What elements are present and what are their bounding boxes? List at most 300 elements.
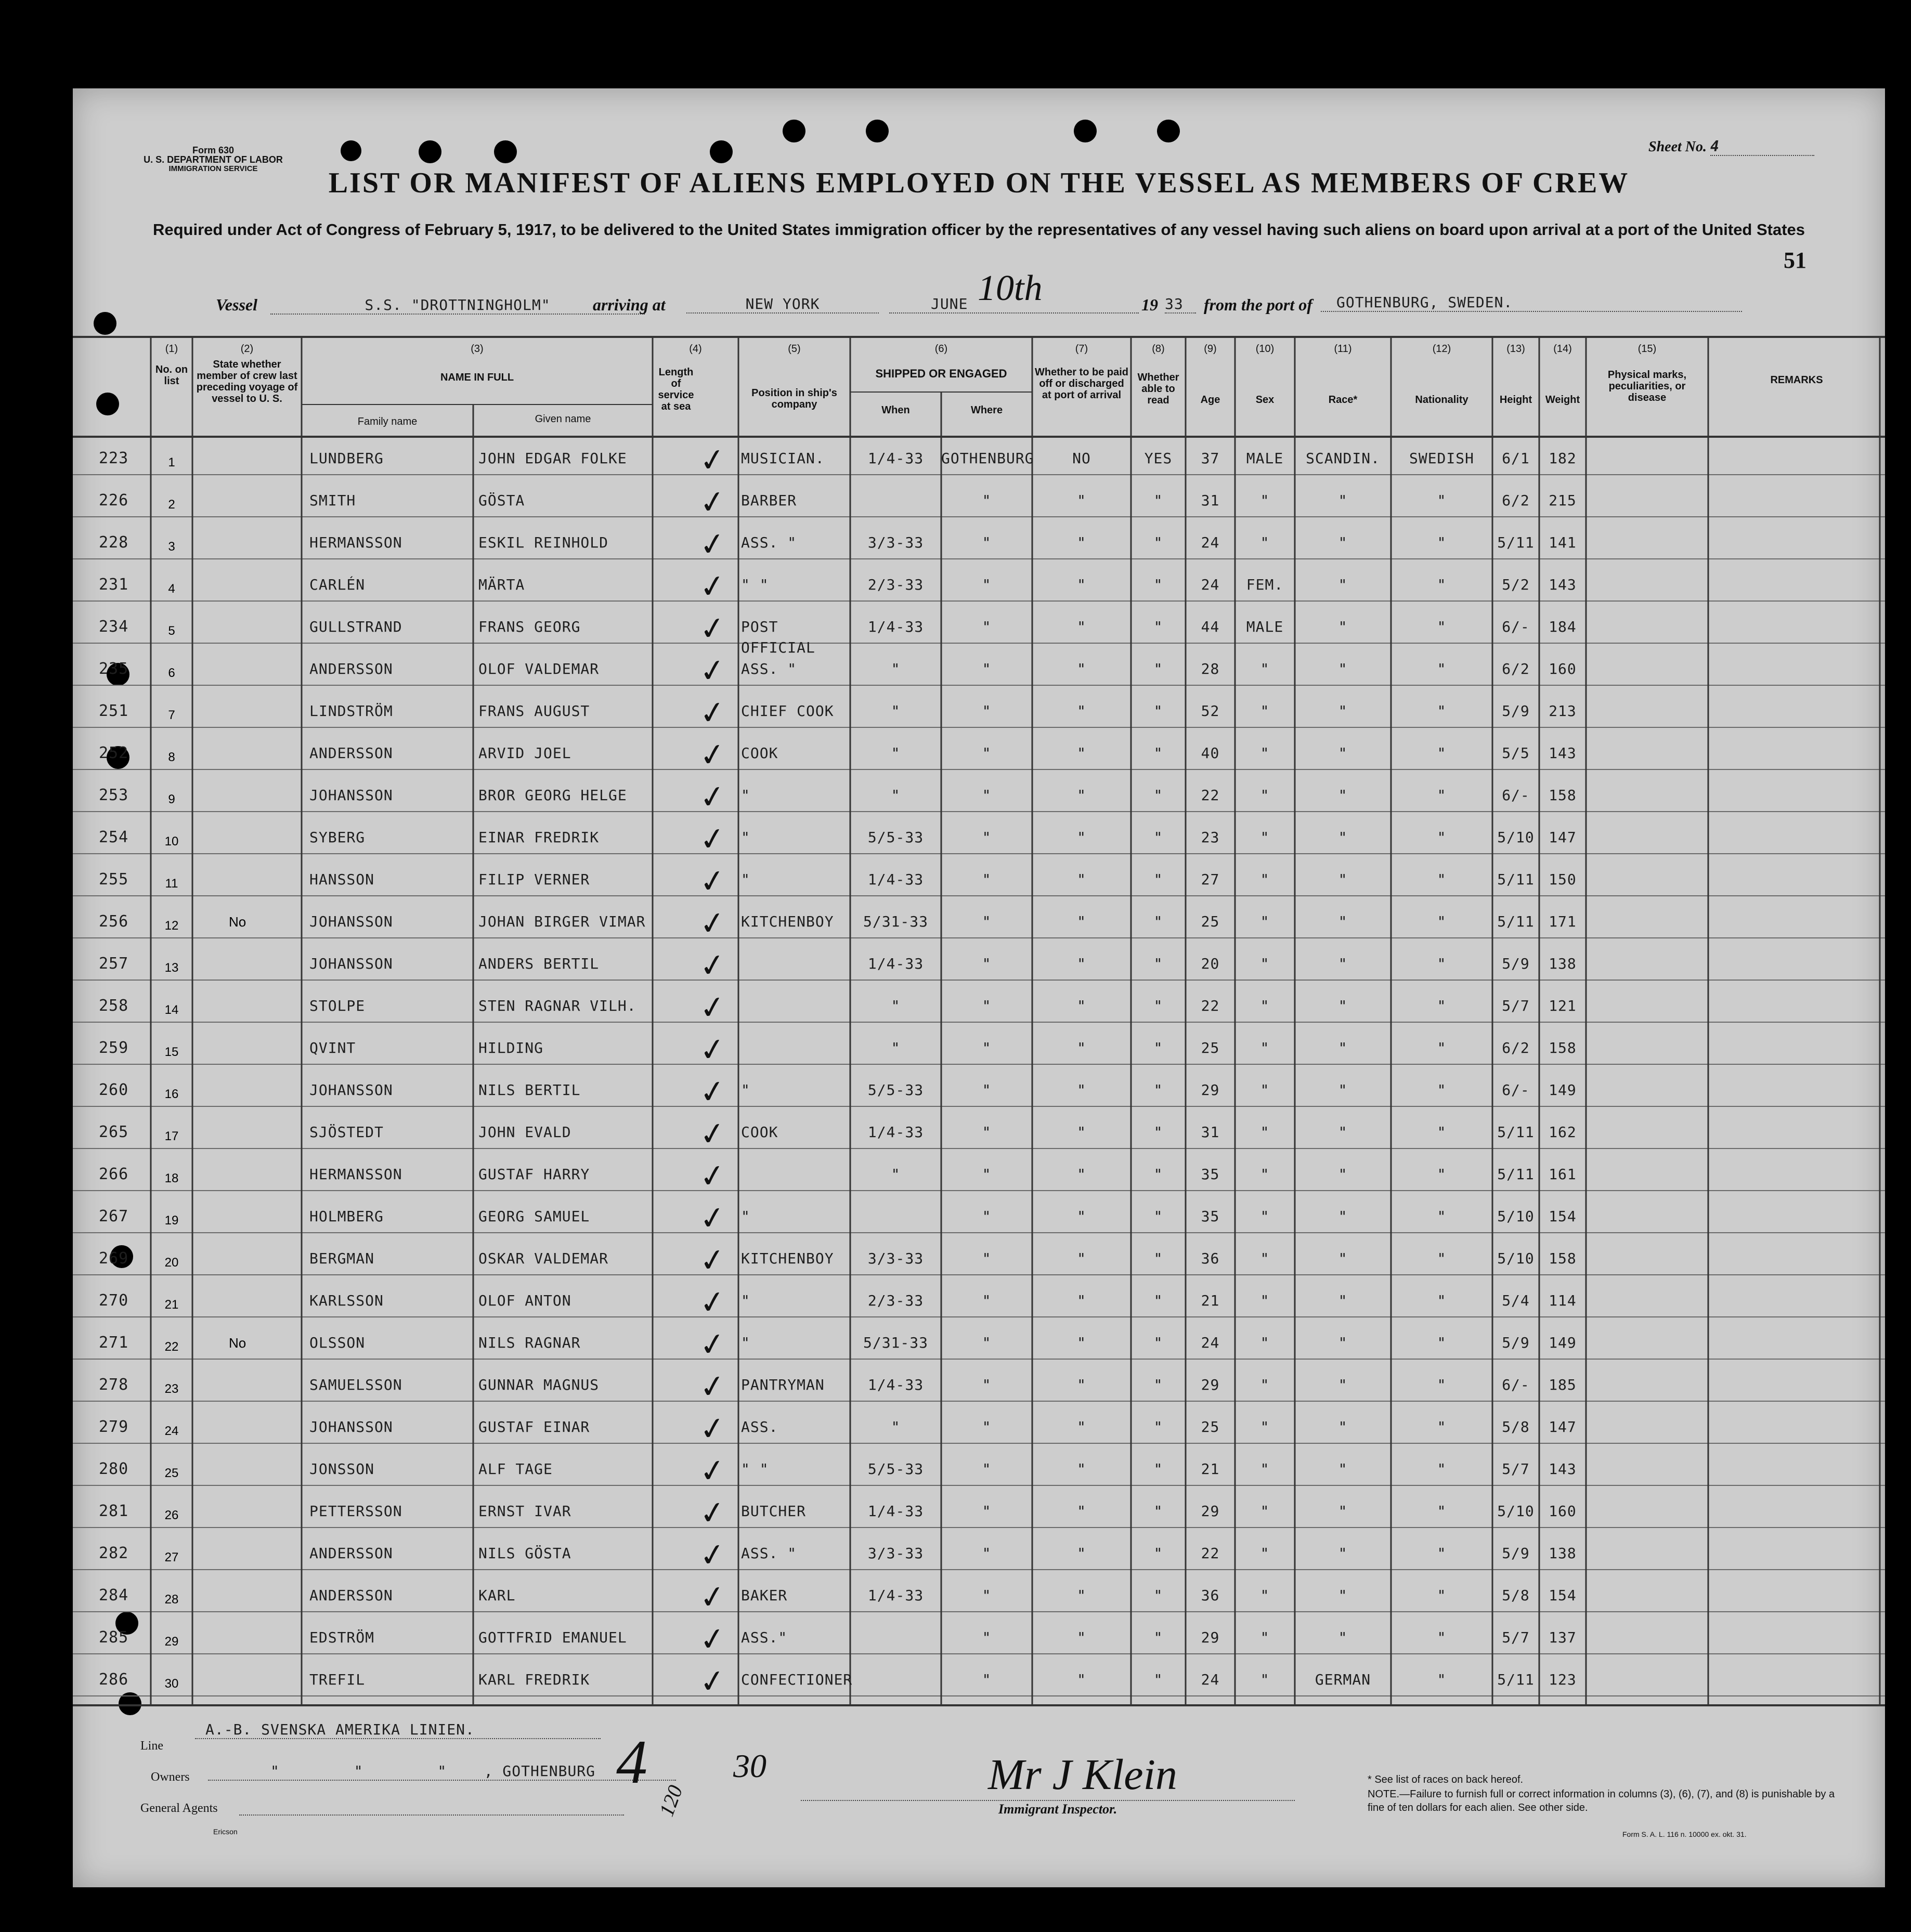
nationality-cell: " [1437,1081,1447,1099]
able-read-cell: " [1153,1503,1163,1520]
age-cell: 21 [1201,1292,1220,1309]
state-previous-cell [198,1417,302,1438]
able-read-cell: " [1153,702,1163,720]
height-cell: 5/11 [1497,534,1535,551]
checkmark-icon: ✓ [697,861,729,902]
age-cell: 22 [1201,997,1220,1014]
sex-cell: " [1260,1166,1270,1183]
margin-number: 267 [99,1207,129,1225]
nationality-cell: " [1437,660,1447,677]
weight-cell: 138 [1549,1545,1577,1562]
shipped-when-cell: 2/3-33 [867,1292,924,1309]
family-name-cell: ANDERSSON [309,1587,393,1604]
shipped-where-cell: " [982,1376,992,1393]
position-cell: " [741,871,750,888]
page-subtitle: Required under Act of Congress of February 5, 1917, to be delivered to the United States immigration officer by the representatives of any vessel having such aliens on board upon arrival at a port of the United States [152,220,1805,239]
row-number: 25 [164,1466,179,1480]
vessel-value: S.S. "DROTTNINGHOLM" [270,296,645,315]
shipped-where-cell: " [982,1081,992,1099]
able-read-cell: " [1153,1166,1163,1183]
state-previous-cell [198,532,302,553]
nationality-cell: " [1437,1671,1447,1688]
nationality-cell: " [1437,1503,1447,1520]
family-name-cell: HERMANSSON [309,1166,402,1183]
margin-number: 256 [99,912,129,931]
race-cell: GERMAN [1315,1671,1371,1688]
punch-hole [1074,120,1097,142]
family-name-cell: ANDERSSON [309,745,393,762]
weight-cell: 143 [1549,1460,1577,1478]
race-cell: " [1338,1334,1348,1351]
colnum-7: (7) [1075,343,1088,355]
races-note: * See list of races on back hereof. [1368,1774,1524,1785]
shipped-where-cell: " [982,492,992,509]
punch-hole [866,120,889,142]
shipped-when-cell: 5/5-33 [867,829,924,846]
colnum-13: (13) [1506,343,1525,355]
weight-cell: 114 [1549,1292,1577,1309]
shipped-when-cell: 1/4-33 [867,1124,924,1141]
race-cell: " [1338,702,1348,720]
paid-off-cell: " [1077,618,1086,635]
position-cell: POST OFFICIAL [741,618,815,656]
sex-cell: " [1260,1418,1270,1435]
race-cell: " [1338,1376,1348,1393]
margin-number: 282 [99,1544,129,1562]
checkmark-icon: ✓ [697,946,729,986]
able-read-cell: YES [1144,450,1173,467]
shipped-where-cell: " [982,829,992,846]
position-cell: " [741,1208,750,1225]
age-cell: 35 [1201,1208,1220,1225]
shipped-where-cell: " [982,913,992,930]
state-previous-cell [198,1669,302,1690]
able-read-cell: " [1153,955,1163,972]
shipped-where-cell: " [982,576,992,593]
punch-hole [783,120,805,142]
col-length-service: Length of service at sea [658,367,694,412]
sex-cell: " [1260,997,1270,1014]
row-number: 29 [164,1635,179,1649]
family-name-cell: JONSSON [309,1460,375,1478]
weight-cell: 149 [1549,1334,1577,1351]
line-field [140,1739,163,1753]
shipped-when-cell: 1/4-33 [867,450,924,467]
row-number: 16 [164,1087,179,1101]
form-label: Form 630 [192,145,235,155]
col-paid-off: Whether to be paid off or discharged at port of arrival [1035,367,1128,401]
checkmark-icon: ✓ [697,1662,729,1702]
arriving-value: NEW YORK [686,295,879,314]
shipped-where-cell: " [982,1124,992,1141]
colnum-5: (5) [788,343,801,355]
race-cell: " [1338,787,1348,804]
height-cell: 6/1 [1502,450,1530,467]
state-previous-cell [198,701,302,722]
colnum-6: (6) [934,343,948,355]
weight-cell: 182 [1549,450,1577,467]
sex-cell: " [1260,1587,1270,1604]
row-number: 4 [168,582,175,596]
given-name-cell: NILS RAGNAR [478,1334,581,1351]
nationality-cell: " [1437,1587,1447,1604]
form-note: Form S. A. L. 116 n. 10000 ex. okt. 31. [1622,1830,1747,1838]
shipped-when-cell: " [891,1166,901,1183]
able-read-cell: " [1153,1081,1163,1099]
given-name-cell: GOTTFRID EMANUEL [478,1629,627,1646]
position-cell: " [741,1292,750,1309]
race-cell: " [1338,1587,1348,1604]
colnum-4: (4) [689,343,702,355]
state-previous-cell [198,575,302,595]
row-number: 9 [168,792,175,806]
given-name-cell: OLOF VALDEMAR [478,660,600,677]
col-able-read: Whether able to read [1137,372,1179,406]
department-name: U. S. DEPARTMENT OF LABOR [144,154,283,165]
sex-cell: " [1260,660,1270,677]
state-previous-cell: No [229,914,246,930]
printer-name: Ericson [213,1827,238,1836]
shipped-when-cell: " [891,1039,901,1056]
row-number: 5 [168,624,175,638]
able-read-cell: " [1153,1418,1163,1435]
from-port-label: from the port of [1204,295,1312,314]
row-number: 26 [164,1508,179,1522]
colnum-9: (9) [1204,343,1217,355]
state-previous-cell [198,1206,302,1227]
paid-off-cell: " [1077,1587,1086,1604]
position-cell: " " [741,1460,769,1478]
state-previous-cell [198,1459,302,1480]
age-cell: 29 [1201,1629,1220,1646]
shipped-when-cell: 1/4-33 [867,955,924,972]
nationality-cell: " [1437,871,1447,888]
able-read-cell: " [1153,1460,1163,1478]
sex-cell: MALE [1246,618,1284,635]
race-cell: " [1338,1124,1348,1141]
row-number: 17 [164,1129,179,1143]
position-cell: CHIEF COOK [741,702,834,720]
position-cell: BARBER [741,492,797,509]
age-cell: 22 [1201,787,1220,804]
paid-off-cell: " [1077,1334,1086,1351]
paid-off-cell: " [1077,1545,1086,1562]
sex-cell: " [1260,702,1270,720]
family-name-cell: SAMUELSSON [309,1376,402,1393]
row-number: 13 [164,961,179,975]
col-weight: Weight [1545,394,1580,406]
shipped-when-cell: 5/5-33 [867,1081,924,1099]
race-cell: " [1338,871,1348,888]
able-read-cell: " [1153,660,1163,677]
paid-off-cell: " [1077,1208,1086,1225]
shipped-when-cell: 5/31-33 [863,913,928,930]
margin-number: 281 [99,1502,129,1520]
age-cell: 27 [1201,871,1220,888]
shipped-when-cell: 3/3-33 [867,1250,924,1267]
race-cell: " [1338,1503,1348,1520]
from-port-value: GOTHENBURG, SWEDEN. [1321,294,1742,312]
shipped-when-cell: " [891,702,901,720]
page-title: LIST OR MANIFEST OF ALIENS EMPLOYED ON THE VESSEL AS MEMBERS OF CREW [328,167,1630,199]
height-cell: 5/11 [1497,1124,1535,1141]
handwritten-120: 120 [654,1782,687,1820]
state-previous-cell [198,490,302,511]
given-name-cell: FRANS AUGUST [478,702,590,720]
position-cell: BAKER [741,1587,788,1604]
sex-cell: " [1260,1039,1270,1056]
margin-number: 270 [99,1291,129,1310]
shipped-where-cell: " [982,1503,992,1520]
sex-cell: " [1260,1081,1270,1099]
checkmark-icon: ✓ [697,1409,729,1449]
age-cell: 21 [1201,1460,1220,1478]
shipped-when-cell: 5/31-33 [863,1334,928,1351]
family-name-cell: SMITH [309,492,356,509]
shipped-where-cell: " [982,1292,992,1309]
nationality-cell: " [1437,702,1447,720]
position-cell: CONFECTIONER [741,1671,853,1688]
row-number: 10 [164,834,179,848]
shipped-when-cell: " [891,745,901,762]
race-cell: " [1338,492,1348,509]
race-cell: " [1338,745,1348,762]
state-previous-cell [198,869,302,890]
able-read-cell: " [1153,997,1163,1014]
height-cell: 6/- [1502,1376,1530,1393]
shipped-where-cell: " [982,1545,992,1562]
shipped-when-cell [850,1669,941,1690]
nationality-cell: " [1437,1250,1447,1267]
checkmark-icon: ✓ [697,1493,729,1533]
weight-cell: 213 [1549,702,1577,720]
shipped-where-cell: " [982,955,992,972]
given-name-cell: GUSTAF EINAR [478,1418,590,1435]
sex-cell: " [1260,955,1270,972]
height-cell: 6/2 [1502,492,1530,509]
checkmark-icon: ✓ [697,735,729,775]
height-cell: 6/- [1502,618,1530,635]
col-state-previous: State whether member of crew last preceding voyage of vessel to U. S. [196,359,298,404]
shipped-where-cell: " [982,618,992,635]
race-cell: " [1338,997,1348,1014]
paid-off-cell: " [1077,1292,1086,1309]
height-cell: 5/10 [1497,1208,1535,1225]
punch-hole [341,140,361,161]
given-name-cell: ANDERS BERTIL [478,955,600,972]
paid-off-cell: " [1077,492,1086,509]
vessel-label: Vessel [216,295,257,314]
shipped-where-cell: " [982,534,992,551]
nationality-cell: " [1437,1039,1447,1056]
weight-cell: 143 [1549,576,1577,593]
checkmark-icon: ✓ [697,651,729,691]
able-read-cell: " [1153,534,1163,551]
given-name-cell: EINAR FREDRIK [478,829,600,846]
shipped-when-cell: 1/4-33 [867,1503,924,1520]
height-cell: 5/2 [1502,576,1530,593]
paid-off-cell: " [1077,1039,1086,1056]
col-family-name: Family name [357,416,418,427]
paid-off-cell: " [1077,1671,1086,1688]
state-previous-cell [198,1122,302,1143]
age-cell: 52 [1201,702,1220,720]
family-name-cell: OLSSON [309,1334,366,1351]
shipped-where-cell: " [982,660,992,677]
checkmark-icon: ✓ [697,440,729,480]
paid-off-cell: " [1077,660,1086,677]
given-name-cell: JOHAN BIRGER VIMAR [478,913,646,930]
checkmark-icon: ✓ [697,567,729,607]
col-age: Age [1200,394,1220,406]
shipped-where-cell: GOTHENBURG [941,450,1034,467]
margin-number: 286 [99,1670,129,1689]
height-cell: 5/11 [1497,1671,1535,1688]
shipped-when-cell: " [891,1418,901,1435]
weight-cell: 161 [1549,1166,1577,1183]
row-number: 24 [164,1424,179,1438]
weight-cell: 121 [1549,997,1577,1014]
able-read-cell: " [1153,1250,1163,1267]
weight-cell: 215 [1549,492,1577,509]
paid-off-cell: " [1077,1376,1086,1393]
sex-cell: " [1260,1376,1270,1393]
race-cell: " [1338,660,1348,677]
punch-hole [419,140,441,163]
given-name-cell: FRANS GEORG [478,618,581,635]
shipped-when-cell: " [891,787,901,804]
height-cell: 5/11 [1497,913,1535,930]
weight-cell: 141 [1549,534,1577,551]
checkmark-icon: ✓ [697,904,729,944]
sex-cell: " [1260,1208,1270,1225]
weight-cell: 143 [1549,745,1577,762]
agents-label: General Agents [140,1802,218,1815]
state-previous-cell [198,743,302,764]
age-cell: 25 [1201,1039,1220,1056]
family-name-cell: STOLPE [309,997,366,1014]
col-physical: Physical marks, peculiarities, or disease [1607,369,1687,403]
weight-cell: 137 [1549,1629,1577,1646]
margin-number: 265 [99,1123,129,1141]
state-previous-cell [198,1080,302,1101]
family-name-cell: JOHANSSON [309,913,393,930]
shipped-where-cell: " [982,1629,992,1646]
paid-off-cell: " [1077,871,1086,888]
given-name-cell: ESKIL REINHOLD [478,534,609,551]
shipped-where-cell: " [982,1418,992,1435]
given-name-cell: GEORG SAMUEL [478,1208,590,1225]
sex-cell: " [1260,871,1270,888]
col-height: Height [1499,394,1532,406]
checkmark-icon: ✓ [697,1451,729,1491]
weight-cell: 184 [1549,618,1577,635]
col-when: When [881,404,910,416]
position-cell: " [741,1334,750,1351]
col-position: Position in ship's company [751,387,837,410]
height-cell: 5/8 [1502,1418,1530,1435]
height-cell: 5/10 [1497,829,1535,846]
margin-number: 223 [99,449,129,467]
row-number: 12 [164,919,179,933]
nationality-cell: " [1437,1418,1447,1435]
nationality-cell: " [1437,1545,1447,1562]
nationality-cell: " [1437,913,1447,930]
handwritten-4: 4 [616,1727,647,1796]
checkmark-icon: ✓ [697,777,729,817]
family-name-cell: CARLÉN [309,576,366,593]
row-number: 15 [164,1045,179,1059]
paid-off-cell: " [1077,1166,1086,1183]
col-no-on-list: No. on list [155,364,188,387]
shipped-when-cell: 1/4-33 [867,618,924,635]
height-cell: 5/9 [1502,702,1530,720]
sheet-no-value: 4 [1710,138,1814,156]
shipped-when-cell: 3/3-33 [867,1545,924,1562]
state-previous-cell [198,1543,302,1564]
owners-value: " " " , GOTHENBURG [208,1763,676,1781]
age-cell: 28 [1201,660,1220,677]
paid-off-cell: " [1077,1460,1086,1478]
position-cell: COOK [741,1124,778,1141]
family-name-cell: ANDERSSON [309,660,393,677]
position-cell: " " [741,576,769,593]
race-cell: " [1338,1208,1348,1225]
height-cell: 5/7 [1502,997,1530,1014]
sex-cell: " [1260,534,1270,551]
checkmark-icon: ✓ [697,1030,729,1070]
checkmark-icon: ✓ [697,525,729,565]
nationality-cell: " [1437,618,1447,635]
checkmark-icon: ✓ [697,819,729,859]
row-number: 18 [164,1171,179,1185]
shipped-where-cell: " [982,1039,992,1056]
position-cell [741,1038,850,1059]
nationality-cell: " [1437,492,1447,509]
sex-cell: " [1260,829,1270,846]
paid-off-cell: " [1077,576,1086,593]
shipped-when-cell [850,490,941,511]
able-read-cell: " [1153,1208,1163,1225]
checkmark-icon: ✓ [697,609,729,649]
arriving-label: arriving at [593,295,666,314]
row-number: 8 [168,750,175,764]
position-cell [741,996,850,1016]
nationality-cell: " [1437,955,1447,972]
state-previous-cell [198,617,302,637]
state-previous-cell [198,1290,302,1311]
inspector-label: Immigrant Inspector. [998,1802,1117,1817]
race-cell: " [1338,534,1348,551]
margin-number: 254 [99,828,129,846]
position-cell: ASS." [741,1629,788,1646]
age-cell: 29 [1201,1081,1220,1099]
sex-cell: " [1260,1250,1270,1267]
shipped-when-cell: 1/4-33 [867,1587,924,1604]
shipped-where-cell: " [982,1334,992,1351]
given-name-cell: KARL [478,1587,516,1604]
weight-cell: 149 [1549,1081,1577,1099]
punch-hole [494,140,517,163]
checkmark-icon: ✓ [697,1283,729,1323]
position-cell [741,1164,850,1185]
service-name: IMMIGRATION SERVICE [168,164,258,173]
position-cell: ASS. " [741,660,797,677]
state-previous-cell [198,1585,302,1606]
height-cell: 6/2 [1502,660,1530,677]
margin-number: 235 [99,660,129,678]
punch-hole [710,140,733,163]
